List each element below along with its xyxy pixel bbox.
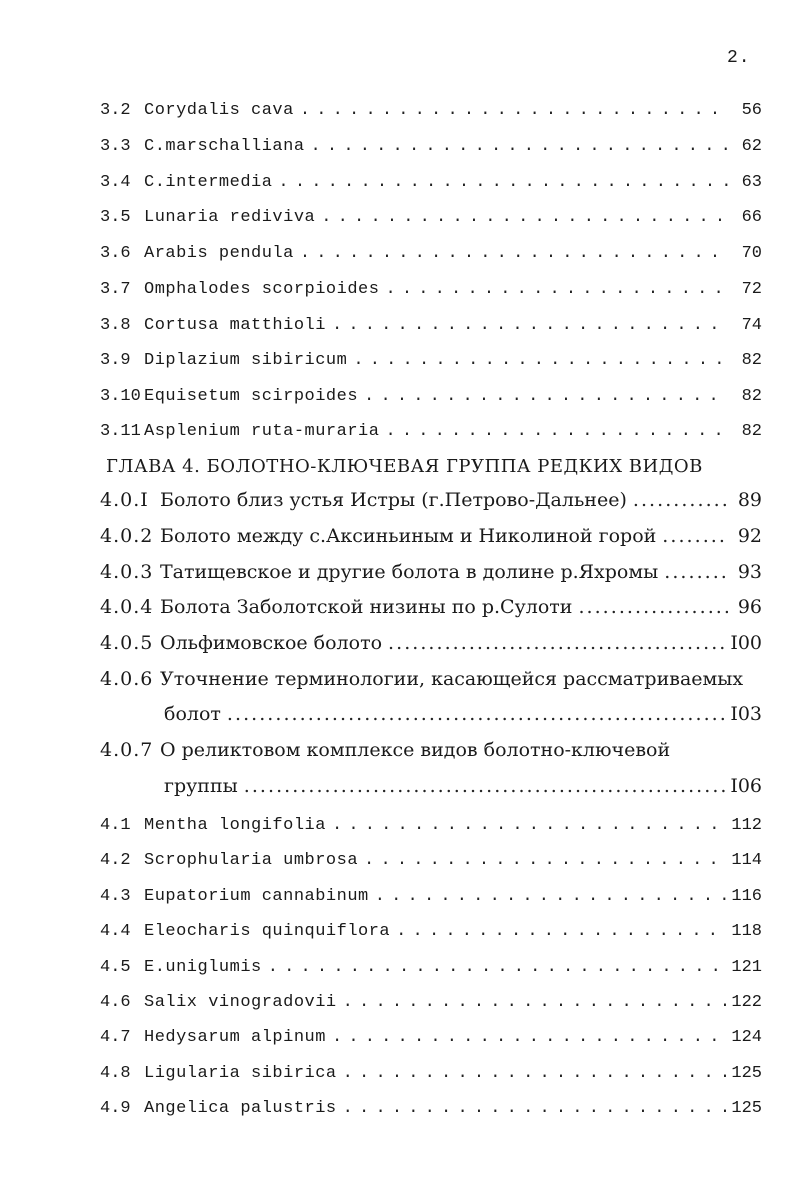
entry-title: Болото близ устья Истры (г.Петрово-Дальнее) bbox=[160, 489, 627, 511]
entry-title: Equisetum scirpoides bbox=[144, 387, 359, 406]
toc-entry bbox=[100, 315, 762, 337]
entry-page: 112 bbox=[731, 816, 762, 835]
entry-title: Ligularia sibirica bbox=[144, 1064, 337, 1083]
entry-title: Angelica palustris bbox=[144, 1099, 337, 1118]
entry-title: Болота Заболотской низины по р.Сулоти bbox=[160, 596, 573, 618]
entry-title: Eupatorium cannabinum bbox=[144, 887, 369, 906]
entry-page: 114 bbox=[731, 851, 762, 870]
entry-title: Hedysarum alpinum bbox=[144, 1028, 326, 1047]
toc-entry bbox=[100, 525, 762, 547]
toc-entry bbox=[100, 992, 762, 1014]
entry-number: 4.9 bbox=[100, 1099, 131, 1118]
entry-title: Asplenium ruta-muraria bbox=[144, 422, 380, 441]
entry-number: 4.5 bbox=[100, 958, 131, 977]
entry-title: Болото между с.Аксиньиным и Николиной горой bbox=[160, 525, 657, 547]
entry-number: 3.7 bbox=[100, 280, 131, 299]
entry-page: 82 bbox=[741, 422, 762, 441]
entry-page: 72 bbox=[741, 280, 762, 299]
entry-title: Arabis pendula bbox=[144, 244, 294, 263]
entry-page: 66 bbox=[741, 208, 762, 227]
entry-title: Ольфимовское болото bbox=[160, 632, 383, 654]
entry-number: 4.0.5 bbox=[100, 632, 154, 654]
entry-page: 56 bbox=[741, 101, 762, 120]
toc-entry-multiline bbox=[100, 668, 762, 690]
entry-title: Scrophularia umbrosa bbox=[144, 851, 359, 870]
toc-entry bbox=[100, 243, 762, 265]
entry-number: 4.4 bbox=[100, 922, 131, 941]
entry-number: 4.0.3 bbox=[100, 561, 154, 583]
entry-page: 70 bbox=[741, 244, 762, 263]
toc-entry bbox=[100, 207, 762, 229]
entry-title: Eleocharis quinquiflora bbox=[144, 922, 391, 941]
toc-entry bbox=[100, 596, 762, 618]
entry-number: 3.2 bbox=[100, 101, 131, 120]
entry-page: 122 bbox=[731, 993, 762, 1012]
toc-entry bbox=[100, 850, 762, 872]
entry-page: 92 bbox=[737, 525, 762, 547]
toc-entry-multiline bbox=[100, 739, 762, 761]
entry-page: 116 bbox=[731, 887, 762, 906]
entry-page: 82 bbox=[741, 387, 762, 406]
entry-title: Omphalodes scorpioides bbox=[144, 280, 380, 299]
entry-number: 4.0.7 bbox=[100, 739, 154, 761]
toc-entry bbox=[100, 172, 762, 194]
toc-entry bbox=[100, 886, 762, 908]
entry-page: I06 bbox=[730, 775, 762, 797]
toc-entry bbox=[100, 386, 762, 408]
toc-entry bbox=[100, 1027, 762, 1049]
entry-page: 62 bbox=[741, 137, 762, 156]
entry-number: 4.0.I bbox=[100, 489, 149, 511]
entry-page: 96 bbox=[737, 596, 762, 618]
entry-number: 4.6 bbox=[100, 993, 131, 1012]
entry-number: 4.0.4 bbox=[100, 596, 154, 618]
toc-entry bbox=[100, 632, 762, 654]
entry-title-line1: Уточнение терминологии, касающейся рассматриваемых bbox=[160, 668, 744, 690]
entry-page: 93 bbox=[737, 561, 762, 583]
entry-title: Salix vinogradovii bbox=[144, 993, 337, 1012]
entry-title: C.intermedia bbox=[144, 173, 273, 192]
entry-title-line2: группы bbox=[164, 775, 238, 797]
entry-page: I00 bbox=[730, 632, 762, 654]
entry-number: 4.3 bbox=[100, 887, 131, 906]
toc-entry bbox=[100, 489, 762, 511]
entry-number: 4.0.2 bbox=[100, 525, 154, 547]
chapter-heading: ГЛАВА 4. БОЛОТНО-КЛЮЧЕВАЯ ГРУППА РЕДКИХ ВИДОВ bbox=[106, 456, 703, 477]
entry-title-line2: болот bbox=[164, 703, 221, 725]
toc-entry-continuation bbox=[164, 703, 762, 725]
entry-number: 4.0.6 bbox=[100, 668, 154, 690]
entry-page: I03 bbox=[730, 703, 762, 725]
entry-page: 125 bbox=[731, 1099, 762, 1118]
entry-number: 4.7 bbox=[100, 1028, 131, 1047]
toc-entry bbox=[100, 957, 762, 979]
entry-number: 3.3 bbox=[100, 137, 131, 156]
toc-entry bbox=[100, 561, 762, 583]
entry-page: 82 bbox=[741, 351, 762, 370]
entry-title: Diplazium sibiricum bbox=[144, 351, 348, 370]
entry-number: 3.8 bbox=[100, 316, 131, 335]
entry-page: 124 bbox=[731, 1028, 762, 1047]
entry-title: Mentha longifolia bbox=[144, 816, 326, 835]
entry-number: 4.2 bbox=[100, 851, 131, 870]
toc-entry bbox=[100, 136, 762, 158]
entry-title: Lunaria rediviva bbox=[144, 208, 316, 227]
entry-page: 89 bbox=[737, 489, 762, 511]
entry-number: 4.1 bbox=[100, 816, 131, 835]
entry-title: E.uniglumis bbox=[144, 958, 262, 977]
entry-number: 3.10 bbox=[100, 387, 141, 406]
toc-entry bbox=[100, 921, 762, 943]
entry-number: 3.6 bbox=[100, 244, 131, 263]
entry-title: Татищевское и другие болота в долине р.Яхромы bbox=[160, 561, 659, 583]
entry-title: Cortusa matthioli bbox=[144, 316, 326, 335]
entry-title: Corydalis cava bbox=[144, 101, 294, 120]
toc-entry bbox=[100, 279, 762, 301]
entry-page: 118 bbox=[731, 922, 762, 941]
entry-page: 74 bbox=[741, 316, 762, 335]
entry-number: 3.5 bbox=[100, 208, 131, 227]
toc-entry bbox=[100, 421, 762, 443]
toc-entry bbox=[100, 350, 762, 372]
entry-page: 63 bbox=[741, 173, 762, 192]
toc-entry bbox=[100, 1063, 762, 1085]
toc-entry-continuation bbox=[164, 775, 762, 797]
entry-page: 125 bbox=[731, 1064, 762, 1083]
toc-entry bbox=[100, 815, 762, 837]
toc-entry bbox=[100, 1098, 762, 1120]
entry-title: C.marschalliana bbox=[144, 137, 305, 156]
page-number: 2. bbox=[727, 48, 751, 68]
entry-number: 4.8 bbox=[100, 1064, 131, 1083]
entry-title-line1: О реликтовом комплексе видов болотно-ключевой bbox=[160, 739, 671, 761]
toc-entry bbox=[100, 100, 762, 122]
entry-number: 3.4 bbox=[100, 173, 131, 192]
entry-number: 3.11 bbox=[100, 422, 141, 441]
entry-number: 3.9 bbox=[100, 351, 131, 370]
entry-page: 121 bbox=[731, 958, 762, 977]
